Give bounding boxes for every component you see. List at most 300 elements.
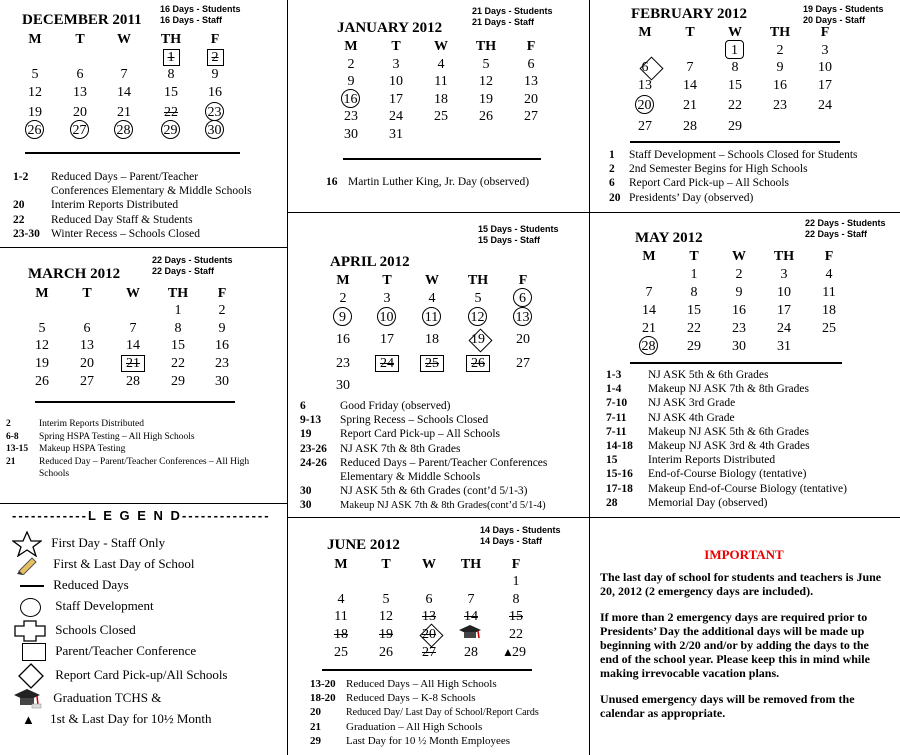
note (606, 368, 847, 382)
weekday-header: F (820, 25, 830, 40)
note (6, 418, 249, 431)
date-cell: 23 (215, 356, 229, 371)
triangle-icon: ▲ (502, 645, 514, 659)
legend-label: Parent/Teacher Conference (55, 643, 197, 658)
weekday-header: M (638, 25, 652, 40)
note-text: NJ ASK 5th & 6th Grades (cont’d 5/1-3) (340, 485, 528, 498)
note-key: 9-13 (300, 414, 322, 427)
date-cell: 31 (389, 127, 403, 142)
date-cell: 30 (344, 127, 358, 142)
date-cell: 26 (479, 109, 493, 124)
note (609, 148, 858, 162)
note (300, 399, 547, 413)
student-days: 22 Days - Students (152, 255, 233, 265)
date-cell: 7 (645, 285, 653, 300)
note-text: Reduced Day Staff & Students (51, 213, 193, 226)
circled-date: 23 (205, 102, 224, 121)
weekday-header: F (526, 39, 536, 54)
conference-day: 24 (375, 355, 399, 372)
note-key: 13-20 (310, 678, 336, 690)
staff-days: 16 Days - Staff (160, 15, 223, 25)
row-divider (287, 212, 900, 213)
date-cell: 20 (524, 92, 538, 107)
note (13, 213, 252, 227)
date-cell: 11 (434, 74, 448, 89)
date-cell: 20 (73, 105, 87, 120)
weekday-header: T (689, 249, 699, 264)
legend-item (20, 577, 129, 593)
date-cell: 9 (776, 60, 784, 75)
date-cell: 4 (825, 267, 833, 282)
date-cell: 6 (83, 321, 91, 336)
note-key: 30 (300, 499, 312, 512)
note-text: Reduced Days – Parent/Teacher (51, 171, 199, 183)
date-cell: 7 (120, 67, 128, 82)
circled-date: 11 (422, 307, 441, 326)
note (606, 453, 847, 467)
note (606, 396, 847, 410)
note-key: 19 (300, 428, 312, 441)
note (606, 467, 847, 481)
note-text: Schools (39, 469, 70, 480)
day-counts (160, 4, 241, 26)
date-cell: 27 (80, 374, 94, 389)
note-key: 16 (326, 176, 338, 188)
notes-list (300, 399, 547, 514)
note-text: Reduced Day/ Last Day of School/Report Cards (346, 707, 539, 718)
date-cell: 8 (174, 321, 182, 336)
note-key: 30 (300, 485, 312, 498)
date-cell: 12 (28, 85, 42, 100)
month-title: DECEMBER 2011 (22, 12, 142, 28)
note-text: NJ ASK 3rd Grade (648, 397, 736, 410)
important-title: IMPORTANT (704, 547, 784, 562)
date-cell: 15 (687, 303, 701, 318)
date-cell: 11 (334, 609, 348, 624)
day-counts (478, 224, 559, 246)
student-days: 22 Days - Students (805, 218, 886, 228)
legend-item (16, 555, 194, 575)
date-cell: 29 (687, 339, 701, 354)
note-key: 29 (310, 735, 321, 747)
diamond-date: 6 (641, 60, 649, 75)
diamond-date: 19 (471, 332, 485, 347)
weekday-header: T (82, 286, 92, 301)
weekday-header: W (425, 273, 439, 288)
date-cell: 28 (683, 119, 697, 134)
date-cell: 7 (129, 321, 137, 336)
note-text: Conferences Elementary & Middle Schools (51, 185, 252, 198)
note (300, 413, 547, 427)
date-cell: 22 (171, 356, 185, 371)
note-text: Reduced Days – K-8 Schools (346, 692, 476, 704)
conference-day: 26 (466, 355, 490, 372)
day-counts (803, 4, 884, 26)
date-cell: 23 (344, 109, 358, 124)
date-cell: 4 (428, 291, 436, 306)
note (300, 456, 547, 470)
date-cell: 6 (76, 67, 84, 82)
date-cell (373, 355, 401, 372)
weekday-header: F (511, 557, 521, 572)
date-cell (502, 644, 530, 661)
date-cell: 18 (434, 92, 448, 107)
note-text: Memorial Day (observed) (648, 496, 768, 509)
date-cell: 5 (382, 592, 390, 607)
legend-label: First Day - Staff Only (51, 534, 166, 550)
date-cell: 14 (117, 85, 131, 100)
conference-day: 1 (163, 49, 180, 66)
staff-days: 21 Days - Staff (472, 17, 535, 27)
month-title: APRIL 2012 (330, 254, 410, 270)
weekday-header: TH (160, 32, 182, 47)
notes-list (606, 368, 847, 510)
day-counts (480, 525, 561, 547)
date-cell: 30 (732, 339, 746, 354)
date-cell: 23 (336, 356, 350, 371)
note (606, 439, 847, 453)
note-text: Last Day for 10 ½ Month Employees (346, 735, 511, 747)
date-cell: 1 (690, 267, 698, 282)
date-cell (157, 49, 185, 66)
circled-date: 6 (513, 288, 532, 307)
note (6, 456, 249, 469)
note-text: Makeup HSPA Testing (39, 444, 126, 455)
separator-line (25, 152, 240, 154)
date-cell: 25 (334, 645, 348, 660)
note (310, 720, 539, 734)
row-divider (0, 503, 287, 504)
date-cell: 7 (467, 592, 475, 607)
note-text: Makeup End-of-Course Biology (tentative) (648, 482, 847, 495)
note-key: 23-30 (13, 227, 40, 240)
note-text: Spring Recess – Schools Closed (340, 414, 489, 427)
note-key: 13-15 (6, 444, 29, 455)
student-days: 15 Days - Students (478, 224, 559, 234)
date-cell: 27 (422, 645, 436, 660)
note-text: Makeup NJ ASK 7th & 8th Grades(cont’d 5/1-4) (340, 500, 546, 512)
note-key: 20 (13, 199, 25, 212)
date-cell (464, 355, 492, 372)
date-cell: 12 (35, 338, 49, 353)
note-key: 6-8 (6, 431, 19, 442)
column-divider (287, 0, 288, 755)
note (6, 431, 249, 444)
note-text: Reduced Days – All High Schools (346, 678, 497, 690)
day-counts (805, 218, 886, 240)
date-cell (631, 59, 659, 76)
date-cell: 14 (464, 609, 478, 624)
date-cell (415, 626, 443, 643)
date-cell: 9 (347, 74, 355, 89)
date-cell: 3 (392, 57, 400, 72)
date-cell: 2 (339, 291, 347, 306)
circled-date: 12 (468, 307, 487, 326)
legend-label: Report Card Pick-up/All Schools (55, 666, 228, 682)
month-title: MAY 2012 (635, 230, 703, 246)
date-cell: 13 (524, 74, 538, 89)
student-days: 16 Days - Students (160, 4, 241, 14)
weekday-header: T (685, 25, 695, 40)
date-cell: 2 (347, 57, 355, 72)
date-cell: 30 (336, 378, 350, 393)
staff-days: 14 Days - Staff (480, 536, 543, 546)
legend-label: Staff Development (55, 598, 154, 614)
note-key: 1 (609, 149, 615, 161)
date-cell: 29 (171, 374, 185, 389)
weekday-header: W (117, 32, 131, 47)
note (300, 498, 547, 513)
date-cell: 5 (482, 57, 490, 72)
circled-date: 27 (70, 120, 89, 139)
staff-days: 15 Days - Staff (478, 235, 541, 245)
circled-date: 20 (635, 95, 654, 114)
weekday-header: TH (467, 273, 489, 288)
date-cell: 31 (777, 339, 791, 354)
staff-days: 22 Days - Staff (805, 229, 868, 239)
note-text: NJ ASK 4th Grade (648, 411, 735, 424)
date-cell: 16 (215, 338, 229, 353)
legend-item (22, 711, 212, 728)
legend-label: First & Last Day of School (53, 555, 195, 571)
note (300, 427, 547, 441)
legend-item (18, 663, 228, 689)
date-cell: 19 (479, 92, 493, 107)
note-key: 21 (310, 721, 321, 733)
student-days: 21 Days - Students (472, 6, 553, 16)
note-text: Interim Reports Distributed (51, 199, 179, 212)
note (606, 382, 847, 396)
note (13, 227, 252, 241)
date-cell: 1 (512, 574, 520, 589)
note (310, 705, 539, 720)
circled-date: 28 (114, 120, 133, 139)
row-divider (0, 247, 287, 248)
date-cell: 14 (126, 338, 140, 353)
note-text: Presidents’ Day (observed) (629, 191, 754, 204)
circled-date: 9 (333, 307, 352, 326)
date-cell: 20 (80, 356, 94, 371)
date-cell: 22 (687, 321, 701, 336)
date-cell: 5 (474, 291, 482, 306)
note-text: Winter Recess – Schools Closed (51, 227, 201, 240)
date-cell: 17 (389, 92, 403, 107)
date-cell: 25 (434, 109, 448, 124)
graduation-cap-icon (457, 624, 483, 642)
note-key: 6 (609, 177, 615, 190)
note-text: End-of-Course Biology (tentative) (648, 468, 807, 481)
date-cell: 6 (425, 592, 433, 607)
note-key: 20 (609, 191, 621, 204)
separator-line (35, 401, 235, 403)
student-days: 19 Days - Students (803, 4, 884, 14)
legend-title: ------------L E G E N D-------------- (12, 508, 271, 523)
circled-date: 1 (725, 40, 744, 59)
date-cell: 19 (35, 356, 49, 371)
graduation-cap-icon (12, 688, 42, 710)
weekday-header: T (382, 273, 392, 288)
triangle-icon: ▲ (22, 712, 35, 728)
notes-list (310, 677, 539, 748)
date-cell: 28 (126, 374, 140, 389)
date-cell: 18 (334, 627, 348, 642)
note (609, 162, 858, 176)
note-text: 2nd Semester Begins for High Schools (629, 163, 808, 176)
date-cell: 22 (509, 627, 523, 642)
date-cell: 12 (379, 609, 393, 624)
notes-list (326, 175, 529, 189)
note (310, 691, 539, 705)
separator-line (630, 362, 842, 364)
date-cell: 21 (642, 321, 656, 336)
note-key: 23-26 (300, 442, 327, 455)
date-cell: 24 (389, 109, 403, 124)
date-cell (119, 355, 147, 372)
date-cell: 2 (776, 43, 784, 58)
note-key: 20 (310, 706, 321, 718)
weekday-header: M (642, 249, 656, 264)
date-cell: 8 (167, 67, 175, 82)
date-cell: 10 (818, 60, 832, 75)
weekday-header: F (518, 273, 528, 288)
important-paragraph: If more than 2 emergency days are required prior to Presidents’ Day the additional days will be made up beginning with 2/20 and/or by adding the days to the end of the school year. Please keep this in mind while making irrevocable vacation plans. (600, 610, 870, 680)
weekday-header: W (732, 249, 746, 264)
date-cell: 8 (512, 592, 520, 607)
circled-date: 29 (161, 120, 180, 139)
date-cell: 27 (638, 119, 652, 134)
note (609, 176, 858, 190)
date-cell: 15 (509, 609, 523, 624)
note-text: Interim Reports Distributed (39, 419, 145, 429)
date-cell: 8 (690, 285, 698, 300)
note-key: 2 (609, 163, 615, 176)
date-cell: 23 (773, 98, 787, 113)
note (13, 184, 252, 198)
weekday-header: F (824, 249, 834, 264)
day-counts (152, 255, 233, 277)
weekday-header: M (344, 39, 358, 54)
date-cell: 16 (773, 78, 787, 93)
date-cell: 5 (38, 321, 46, 336)
legend-item (14, 620, 136, 642)
note-key: 14-18 (606, 440, 633, 453)
weekday-header: W (422, 557, 436, 572)
date-cell: 27 (524, 109, 538, 124)
diamond-date: 20 (422, 627, 436, 642)
note-text: Makeup NJ ASK 5th & 6th Grades (648, 425, 809, 438)
note-text: Makeup NJ ASK 3rd & 4th Grades (648, 440, 810, 453)
note-text: Reduced Days – Parent/Teacher Conferences (340, 456, 548, 469)
weekday-header: W (434, 39, 448, 54)
note-key: 15-16 (606, 468, 633, 481)
date-cell: 8 (731, 60, 739, 75)
date-cell: 18 (822, 303, 836, 318)
staff-days: 20 Days - Staff (803, 15, 866, 25)
note-text: Good Friday (observed) (340, 400, 451, 412)
conference-day: 25 (420, 355, 444, 372)
circled-date: 26 (25, 120, 44, 139)
day-counts (472, 6, 553, 28)
legend-item (22, 643, 196, 661)
date-cell: 24 (777, 321, 791, 336)
date-cell: 1 (174, 303, 182, 318)
date-cell: 7 (686, 60, 694, 75)
weekday-header: M (334, 557, 348, 572)
date-cell: 28 (464, 645, 478, 660)
month-title: JUNE 2012 (327, 537, 400, 553)
date-cell: 15 (171, 338, 185, 353)
weekday-header: TH (460, 557, 482, 572)
date-cell (464, 331, 492, 348)
date-cell: 9 (735, 285, 743, 300)
weekday-header: F (217, 286, 227, 301)
separator-line (322, 669, 532, 671)
date-cell: 4 (437, 57, 445, 72)
date-cell: 3 (383, 291, 391, 306)
date-cell: 3 (821, 43, 829, 58)
legend-item (12, 688, 161, 710)
cross-shape-icon (14, 620, 46, 642)
note-key: 7-10 (606, 397, 628, 410)
date-cell: 23 (732, 321, 746, 336)
note-text: Martin Luther King, Jr. Day (observed) (348, 176, 530, 188)
note-key: 1-2 (13, 171, 29, 183)
note (606, 496, 847, 510)
note-key: 22 (13, 213, 25, 226)
date-cell: 9 (218, 321, 226, 336)
note-text: Elementary & Middle Schools (340, 471, 481, 484)
weekday-header: T (381, 557, 391, 572)
date-cell: 10 (389, 74, 403, 89)
date-cell: 9 (211, 67, 219, 82)
date-cell: 18 (425, 332, 439, 347)
date-cell: 21 (683, 98, 697, 113)
date-cell: 13 (422, 609, 436, 624)
date-cell: 12 (479, 74, 493, 89)
weekday-header: W (126, 286, 140, 301)
date-cell: 26 (35, 374, 49, 389)
weekday-header: TH (773, 249, 795, 264)
note-text: Spring HSPA Testing – All High Schools (39, 431, 195, 442)
date-cell: 22 (728, 98, 742, 113)
date-cell: 26 (379, 645, 393, 660)
date-cell: 2 (735, 267, 743, 282)
legend-label: Graduation TCHS & (53, 689, 162, 705)
date-cell (418, 355, 446, 372)
important-notice (600, 548, 888, 732)
date-cell: 17 (818, 78, 832, 93)
student-days: 14 Days - Students (480, 525, 561, 535)
note-text: NJ ASK 7th & 8th Grades (340, 442, 461, 455)
note-text: Interim Reports Distributed (648, 454, 776, 467)
note-key: 1-3 (606, 369, 622, 381)
date-cell: 11 (822, 285, 836, 300)
date-cell (201, 49, 229, 66)
note (310, 734, 539, 748)
note-key: 2 (6, 419, 11, 429)
date-cell: 2 (218, 303, 226, 318)
note (606, 425, 847, 439)
note-text: Staff Development – Schools Closed for Students (629, 149, 858, 161)
conference-day: 21 (121, 355, 145, 372)
note (310, 677, 539, 691)
notes-list (609, 148, 858, 205)
date-cell: 19 (379, 627, 393, 642)
weekday-header: T (391, 39, 401, 54)
note-key: 7-11 (606, 425, 627, 438)
date-cell: 20 (516, 332, 530, 347)
circled-date: 28 (639, 336, 658, 355)
